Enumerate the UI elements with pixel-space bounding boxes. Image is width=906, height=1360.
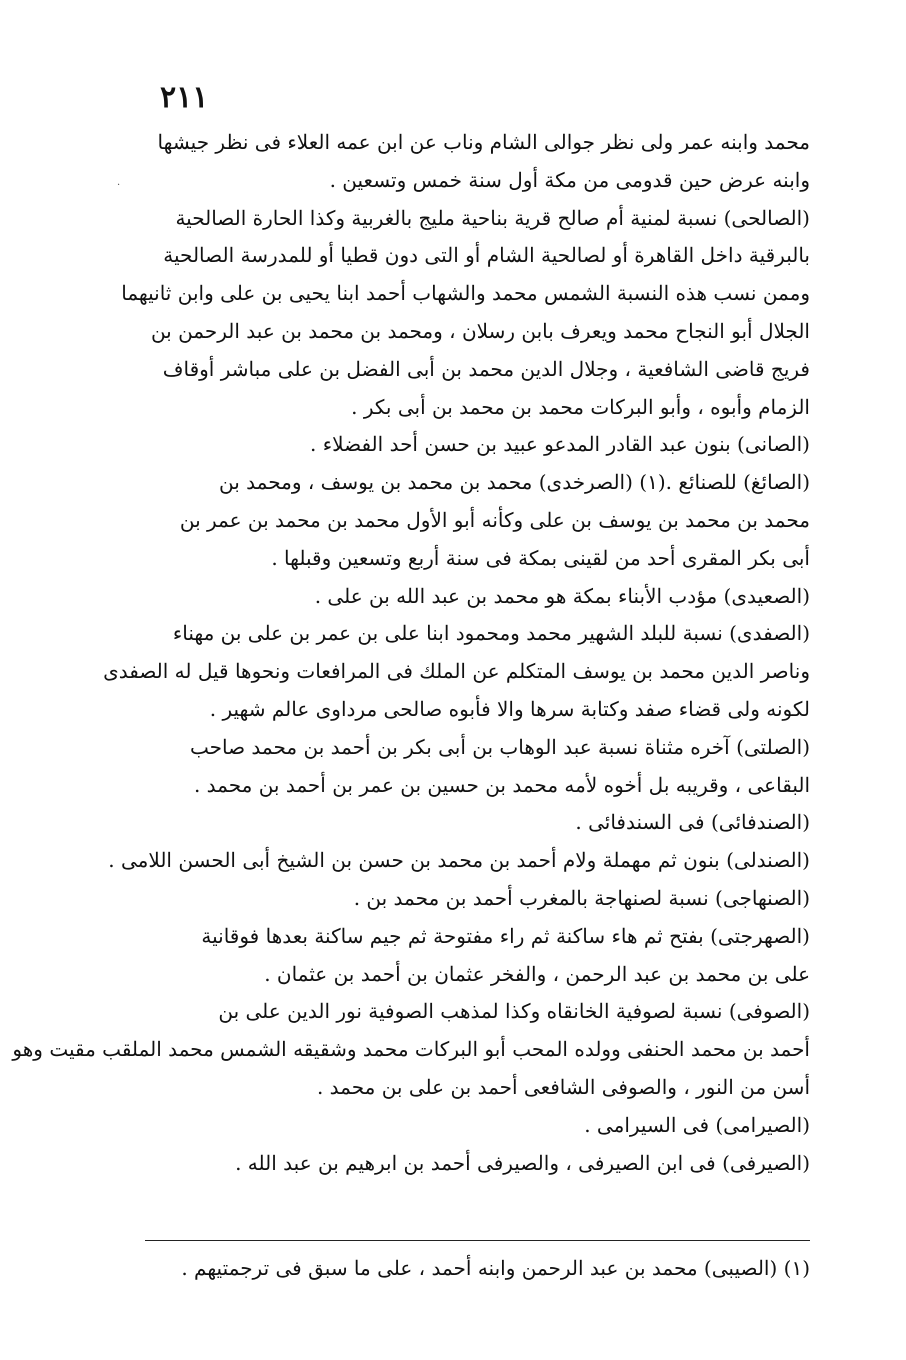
text-line: الزمام وأبوه ، وأبو البركات محمد بن محمد بن أبى بكر . xyxy=(351,394,810,419)
text-line: (الصائغ) للصنائع .(١) (الصرخدى) محمد بن محمد بن يوسف ، ومحمد بن xyxy=(218,470,810,495)
text-line: أحمد بن محمد الحنفى وولده المحب أبو البركات محمد وشقيقه الشمس محمد الملقب مقيت وهو xyxy=(12,1037,810,1062)
text-line: بالبرقية داخل القاهرة أو لصالحية الشام أو التى دون قطيا أو للمدرسة الصالحية xyxy=(163,243,810,268)
text-line: (الصهرجتى) بفتح ثم هاء ساكنة ثم راء مفتوحة ثم جيم ساكنة بعدها فوقانية xyxy=(201,923,810,948)
text-line: أسن من النور ، والصوفى الشافعى أحمد بن على بن محمد . xyxy=(316,1074,810,1099)
footnote: (١) (الصيبى) محمد بن عبد الرحمن وابنه أحمد ، على ما سبق فى ترجمتيهم . xyxy=(181,1256,810,1280)
text-line: (الصالحى) نسبة لمنية أم صالح قرية بناحية مليج بالغربية وكذا الحارة الصالحية xyxy=(175,205,810,230)
margin-mark: · xyxy=(117,180,121,191)
text-line: محمد وابنه عمر ولى نظر جوالى الشام وناب عن ابن عمه العلاء فى نظر جيشها xyxy=(157,130,810,154)
footnote-divider xyxy=(145,1240,810,1241)
text-line: (الصيرامى) فى السيرامى . xyxy=(584,1112,810,1137)
page-number: ٢١١ xyxy=(160,80,209,115)
text-line: الجلال أبو النجاح محمد ويعرف بابن رسلان ، ومحمد بن محمد بن عبد الرحمن بن xyxy=(150,318,810,343)
text-line: (الصلتى) آخره مثناة نسبة عبد الوهاب بن أبى بكر بن أحمد بن محمد صاحب xyxy=(190,734,810,759)
text-line: (الصانى) بنون عبد القادر المدعو عبيد بن حسن أحد الفضلاء . xyxy=(310,432,810,457)
text-line: وممن نسب هذه النسبة الشمس محمد والشهاب أحمد ابنا يحيى بن على وابن ثانيهما xyxy=(121,281,810,306)
text-line: (الصفدى) نسبة للبلد الشهير محمد ومحمود ابنا على بن عمر بن على بن مهناء xyxy=(172,621,810,646)
text-line: (الصنهاجى) نسبة لصنهاجة بالمغرب أحمد بن محمد بن . xyxy=(353,885,810,910)
text-line: (الصيرفى) فى ابن الصيرفى ، والصيرفى أحمد بن ابرهيم بن عبد الله . xyxy=(235,1150,810,1175)
text-line: على بن محمد بن عبد الرحمن ، والفخر عثمان بن أحمد بن عثمان . xyxy=(264,961,810,986)
text-line: (الصعيدى) مؤدب الأبناء بمكة هو محمد بن عبد الله بن على . xyxy=(314,583,810,608)
text-line: (الصندلى) بنون ثم مهملة ولام أحمد بن محمد بن حسن بن الشيخ أبى الحسن اللامى . xyxy=(108,848,810,873)
text-line: (الصوفى) نسبة لصوفية الخانقاه وكذا لمذهب الصوفية نور الدين على بن xyxy=(218,999,810,1024)
text-line: وابنه عرض حين قدومى من مكة أول سنة خمس وتسعين . xyxy=(329,167,810,192)
text-line: (الصندفائى) فى السندفائى . xyxy=(575,810,810,835)
text-line: فريج قاضى الشافعية ، وجلال الدين محمد بن أبى الفضل بن على مباشر أوقاف xyxy=(162,356,810,381)
text-line: محمد بن محمد بن يوسف بن على وكأنه أبو الأول محمد بن محمد بن عمر بن xyxy=(179,507,810,532)
text-line: وناصر الدين محمد بن يوسف المتكلم عن الملك فى المرافعات ونحوها قيل له الصفدى xyxy=(103,659,810,684)
text-line: أبى بكر المقرى أحد من لقينى بمكة فى سنة أربع وتسعين وقبلها . xyxy=(271,545,810,570)
main-text xyxy=(12,124,810,1182)
text-line: لكونه ولى قضاء صفد وكتابة سرها والا فأبوه صالحى مرداوى عالم شهير . xyxy=(209,696,810,721)
text-line: البقاعى ، وقريبه بل أخوه لأمه محمد بن حسين بن عمر بن أحمد بن محمد . xyxy=(193,772,810,797)
